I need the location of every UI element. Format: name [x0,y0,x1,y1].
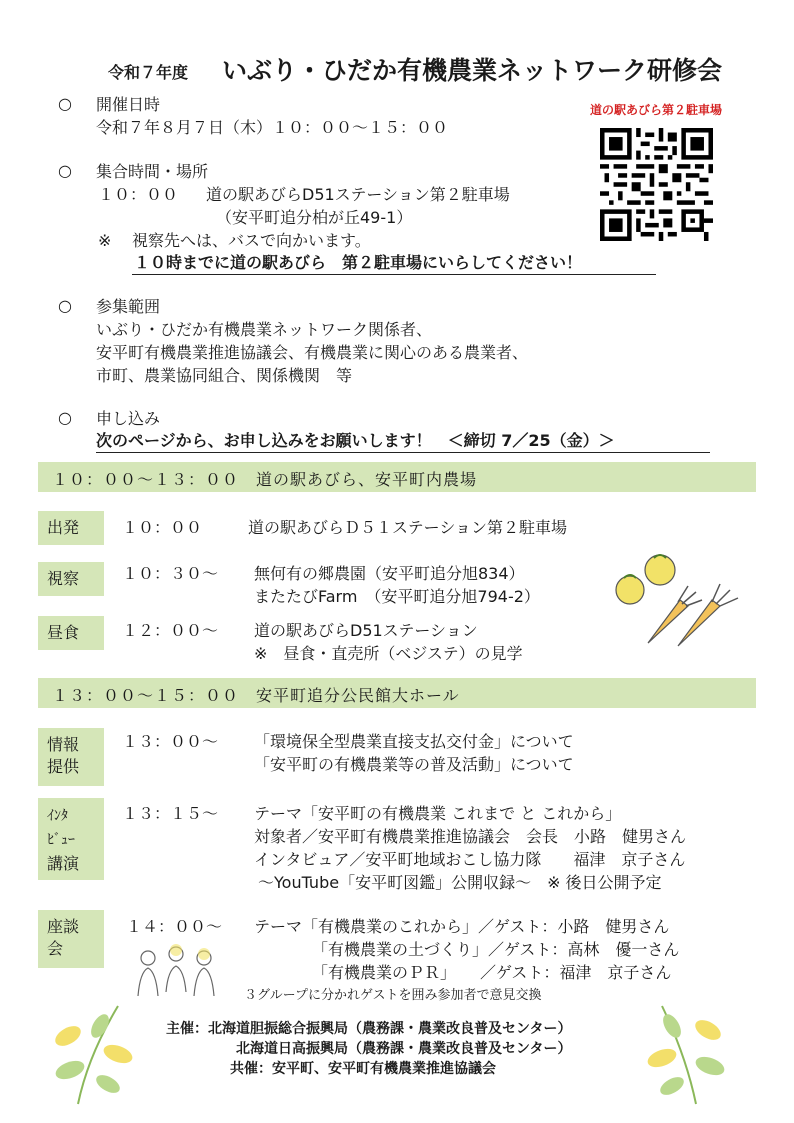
schedule-bar-afternoon-text: １３：００～１５：００ 安平町追分公民館大ホール [52,686,460,705]
scope-heading: 参集範囲 [96,297,161,316]
roundtable-line: 「有機農業の土づくり」／ゲスト：高林 優一さん [312,940,680,959]
scope-line: いぶり・ひだか有機農業ネットワーク関係者、 [96,320,433,339]
date-value: 令和７年８月７日（木）１０：００～１５：００ [96,118,449,137]
meeting-place: 道の駅あびらD51ステーション第２駐車場 [206,185,510,204]
leaves-left-illustration [48,996,144,1106]
label-line: 講演 [47,854,80,873]
information-line: 「環境保全型農業直接支払交付金」について [254,732,574,751]
qr-code-icon [600,128,713,241]
roundtable-note: ３グループに分かれゲストを囲み参加者で意見交換 [244,988,542,1003]
label-line: 会 [47,939,64,958]
information-time: １３：００～ [122,732,219,751]
bullet-date: ○ [58,94,72,113]
label-line: 座談 [47,917,80,936]
apply-text: 次のページから、お申し込みをお願いします！ ＜締切 7／25（金）＞ [96,431,615,450]
meeting-note: 視察先へは、バスで向かいます。 [132,231,371,250]
label-line: 提供 [47,757,80,776]
roundtable-time: １４：００～ [126,917,223,936]
scope-line: 市町、農業協同組合、関係機関 等 [96,366,353,385]
vegetables-illustration [608,548,748,648]
label-inspection: 視察 [38,562,104,596]
leaves-right-illustration [636,996,732,1106]
schedule-bar-morning-text: １０：００～１３：００ 道の駅あびら、安平町内農場 [52,470,478,489]
interview-time: １３：１５～ [122,804,219,823]
label-departure: 出発 [38,511,104,545]
footer-organizer-2: 北海道日高振興局（農務課・農業改良普及センター） [236,1041,572,1057]
interview-line: ～YouTube「安平町図鑑」公開収録～ ※ 後日公開予定 [258,873,662,892]
label-interview [38,798,104,880]
label-lunch: 昼食 [38,616,104,650]
lunch-line: 道の駅あびらD51ステーション [254,621,478,640]
inspection-line: またたびFarm （安平町追分旭794-2） [254,587,540,606]
emphasis-underline [132,274,656,275]
roundtable-line: 「有機農業のＰＲ」 ／ゲスト：福津 京子さん [312,963,672,982]
interview-line: インタビュア／安平町地域おこし協力隊 福津 京子さん [254,850,686,869]
label-line: ﾋﾞｭｰ [47,832,75,848]
roundtable-line: テーマ「有機農業のこれから」／ゲスト：小路 健男さん [254,917,670,936]
bullet-apply: ○ [58,408,72,427]
meeting-address: （安平町追分柏が丘49-1） [216,208,413,227]
lunch-time: １２：００～ [122,621,219,640]
title-year: 令和７年度 [108,63,189,82]
label-information [38,728,104,786]
information-line: 「安平町の有機農業等の普及活動」について [254,755,574,774]
page-title: いぶり・ひだか有機農業ネットワーク研修会 [222,56,723,85]
qr-label: 道の駅あびら第２駐車場 [590,103,723,117]
lunch-line: ※ 昼食・直売所（ベジステ）の見学 [254,644,523,663]
meeting-heading: 集合時間・場所 [96,162,209,181]
meeting-note-mark: ※ [98,231,112,250]
departure-time: １０：００ [122,518,203,537]
departure-place: 道の駅あびらＤ５１ステーション第２駐車場 [248,518,568,537]
schedule-bar-morning [38,462,756,492]
interview-line: テーマ「安平町の有機農業 これまで と これから」 [254,804,622,823]
inspection-time: １０：３０～ [122,564,219,583]
bullet-meeting: ○ [58,161,72,180]
meeting-emphasis: １０時までに道の駅あびら 第２駐車場にいらしてください！ [134,253,583,272]
apply-underline [96,452,710,453]
label-line: 情報 [47,735,80,754]
people-illustration [134,944,220,1000]
date-heading: 開催日時 [96,95,161,114]
meeting-time: １０：００ [98,185,179,204]
apply-heading: 申し込み [96,409,161,428]
schedule-bar-afternoon [38,678,756,708]
label-line: ｲﾝﾀ [47,808,68,824]
scope-line: 安平町有機農業推進協議会、有機農業に関心のある農業者、 [96,343,529,362]
inspection-line: 無何有の郷農園（安平町追分旭834） [254,564,525,583]
bullet-scope: ○ [58,296,72,315]
footer-cosponsor: 共催：安平町、安平町有機農業推進協議会 [230,1061,496,1077]
label-roundtable [38,910,104,968]
interview-line: 対象者／安平町有機農業推進協議会 会長 小路 健男さん [254,827,687,846]
footer-organizer: 主催：北海道胆振総合振興局（農務課・農業改良普及センター） [166,1021,572,1037]
